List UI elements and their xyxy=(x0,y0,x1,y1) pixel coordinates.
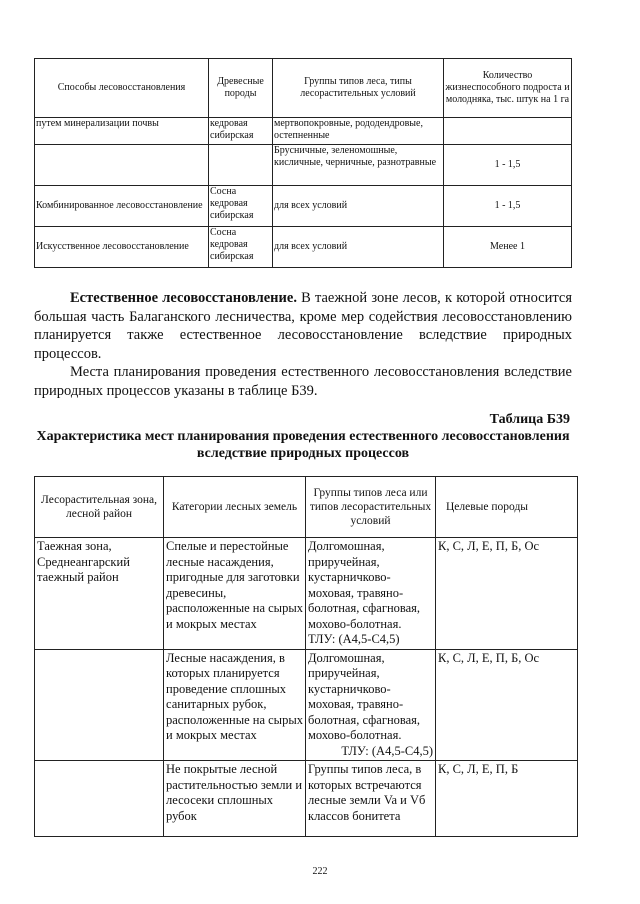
table-cell xyxy=(444,118,572,145)
table-cell xyxy=(306,538,436,650)
header-cell: Группы типов леса, типы лесорастительных условий xyxy=(273,59,444,118)
table-cell: К, С, Л, Е, П, Б, Ос xyxy=(436,538,578,650)
table-header-row xyxy=(35,477,578,538)
table-cell: для всех условий xyxy=(273,227,444,268)
table-cell: Менее 1 xyxy=(444,227,572,268)
table-cell: Не покрытые лесной растительностью земли и лесосеки сплошных рубок xyxy=(164,761,306,837)
table-cell: 1 - 1,5 xyxy=(444,145,572,186)
table-row xyxy=(35,186,572,227)
tlu-text: ТЛУ: (А4,5-С4,5) xyxy=(308,632,400,646)
table-cell xyxy=(209,145,273,186)
table-cell: Группы типов леса, в которых встречаются лесные земли Va и Vб классов бонитета xyxy=(306,761,436,837)
table-cell: путем минерализации почвы xyxy=(35,118,209,145)
table-cell xyxy=(306,649,436,761)
table-row xyxy=(35,538,578,650)
paragraph-text: В таежной зоне лесов, к которой относится большая часть Балаганского лесничества, кроме мер содействия лесовосстановлению планируется также естественное лесовосстановление вследствие природных процессов. xyxy=(34,290,572,362)
table-cell: для всех условий xyxy=(273,186,444,227)
tlu-text: ТЛУ: (А4,5-С4,5) xyxy=(341,743,433,758)
table-cell: Сосна кедровая сибирская xyxy=(209,227,273,268)
header-cell: Способы лесовосстановления xyxy=(35,59,209,118)
regeneration-methods-table xyxy=(34,58,572,268)
table-row xyxy=(35,761,578,837)
table-row xyxy=(35,649,578,761)
page-number: 222 xyxy=(312,866,328,877)
bold-lead: Естественное лесовосстановление. xyxy=(70,290,297,306)
groups-text: Долгомошная, приручейная, кустарничково-моховая, травяно-болотная, сфагновая, мохово-болотная. xyxy=(308,539,421,631)
paragraph xyxy=(34,289,572,363)
body-text xyxy=(34,289,572,400)
table-cell: Сосна кедровая сибирская xyxy=(209,186,273,227)
table-cell: Лесные насаждения, в которых планируется проведение сплошных санитарных рубок, расположенные на сырых и мокрых местах xyxy=(164,649,306,761)
table-row xyxy=(35,227,572,268)
natural-regeneration-table xyxy=(34,476,578,837)
header-cell: Целевые породы xyxy=(436,477,578,538)
table-cell: Спелые и перестойные лесные насаждения, пригодные для заготовки древесины, расположенные на сырых и мокрых местах xyxy=(164,538,306,650)
table-cell: Комбинированное лесовосстановление xyxy=(35,186,209,227)
table-row xyxy=(35,145,572,186)
table-row xyxy=(35,118,572,145)
table-header-row xyxy=(35,59,572,118)
table-cell: 1 - 1,5 xyxy=(444,186,572,227)
header-cell: Группы типов леса или типов лесорастительных условий xyxy=(306,477,436,538)
table-cell: Брусничные, зеленомошные, кисличные, черничные, разнотравные xyxy=(273,145,444,186)
table-label: Таблица Б39 xyxy=(489,412,570,427)
table-cell xyxy=(35,761,164,837)
table-title: Характеристика мест планирования проведения естественного лесовосстановления вследствие природных процессов xyxy=(36,429,570,461)
table-cell: Искусственное лесовосстановление xyxy=(35,227,209,268)
paragraph: Места планирования проведения естественного лесовосстановления вследствие природных процессов указаны в таблице Б39. xyxy=(34,364,572,399)
table-cell xyxy=(35,649,164,761)
table-cell: К, С, Л, Е, П, Б xyxy=(436,761,578,837)
header-cell: Древесные породы xyxy=(209,59,273,118)
groups-text: Долгомошная, приручейная, кустарничково-моховая, травяно-болотная, сфагновая, мохово-болотная. xyxy=(308,650,421,742)
table-cell xyxy=(35,145,209,186)
header-cell: Лесорастительная зона, лесной район xyxy=(35,477,164,538)
table-cell: мертвопокровные, рододендровые, остепненные xyxy=(273,118,444,145)
header-cell: Категории лесных земель xyxy=(164,477,306,538)
table-cell: К, С, Л, Е, П, Б, Ос xyxy=(436,649,578,761)
table-cell: кедровая сибирская xyxy=(209,118,273,145)
header-cell: Количество жизнеспособного подроста и молодняка, тыс. штук на 1 га xyxy=(444,59,572,118)
table-cell: Таежная зона, Среднеангарский таежный район xyxy=(35,538,164,650)
